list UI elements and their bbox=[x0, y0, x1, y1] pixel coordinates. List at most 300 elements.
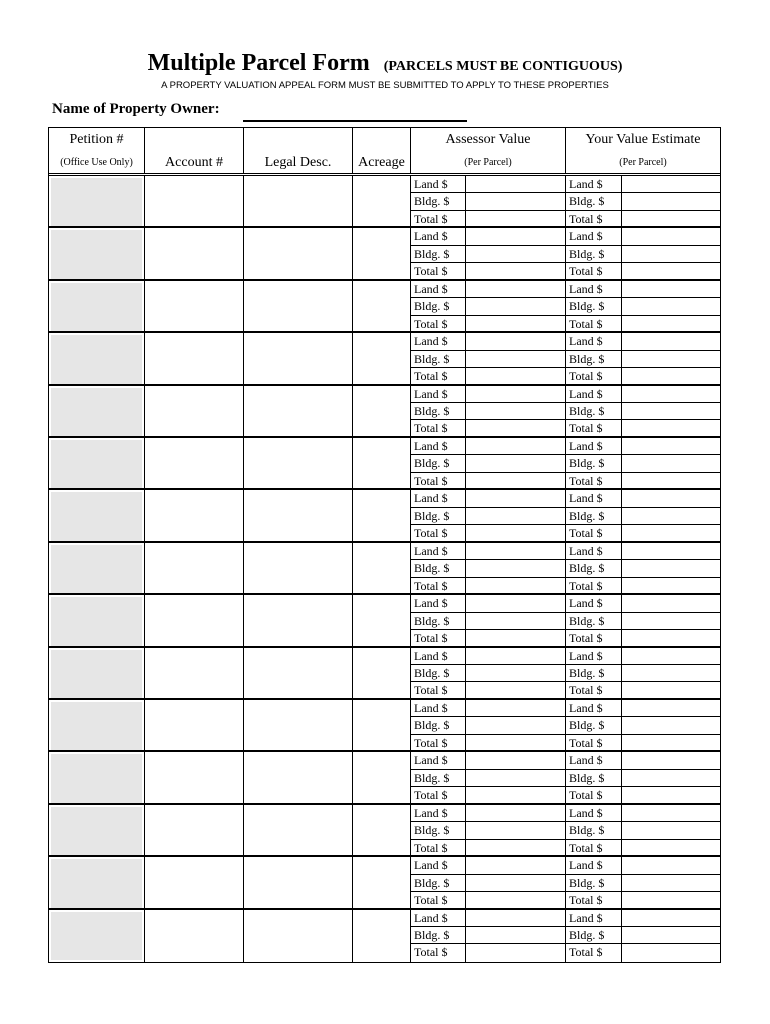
legal-desc-field[interactable] bbox=[244, 543, 353, 595]
estimate-value-total-label: Total $ bbox=[569, 840, 603, 855]
estimate-value-bldg-line bbox=[566, 246, 720, 263]
estimate-value-bldg-field[interactable] bbox=[621, 455, 720, 471]
assessor-value bbox=[411, 176, 566, 228]
assessor-value-total-label: Total $ bbox=[414, 316, 448, 331]
estimate-value-bldg-line bbox=[566, 875, 720, 892]
acreage-field[interactable] bbox=[353, 543, 411, 595]
acreage-field[interactable] bbox=[353, 438, 411, 490]
assessor-value-bldg-label: Bldg. $ bbox=[414, 403, 450, 418]
assessor-value-bldg-field[interactable] bbox=[465, 613, 565, 629]
estimate-value-total-label: Total $ bbox=[569, 368, 603, 383]
estimate-value-total-label: Total $ bbox=[569, 945, 603, 960]
account-field[interactable] bbox=[145, 910, 244, 962]
assessor-value-bldg-field[interactable] bbox=[465, 927, 565, 943]
estimate-value-land-label: Land $ bbox=[569, 910, 603, 925]
assessor-value-bldg-field[interactable] bbox=[465, 770, 565, 786]
assessor-value-land-label: Land $ bbox=[414, 334, 448, 349]
estimate-value bbox=[566, 228, 720, 280]
estimate-value-bldg-line bbox=[566, 508, 720, 525]
legal-desc-field[interactable] bbox=[244, 910, 353, 962]
acreage-field[interactable] bbox=[353, 490, 411, 542]
assessor-value-land-label: Land $ bbox=[414, 910, 448, 925]
assessor-value-total-field[interactable] bbox=[465, 944, 565, 961]
estimate-value-bldg-line bbox=[566, 455, 720, 472]
assessor-value-bldg-field[interactable] bbox=[465, 560, 565, 576]
assessor-value-land-field[interactable] bbox=[465, 752, 565, 768]
estimate-value-bldg-line bbox=[566, 351, 720, 368]
legal-desc-header-label: Legal Desc. bbox=[264, 155, 332, 170]
estimate-value-bldg-label: Bldg. $ bbox=[569, 823, 605, 838]
assessor-value-bldg-line bbox=[411, 403, 565, 420]
estimate-value-land-field[interactable] bbox=[621, 910, 720, 926]
legal-desc-field[interactable] bbox=[244, 700, 353, 752]
legal-desc-field[interactable] bbox=[244, 438, 353, 490]
legal-desc-field[interactable] bbox=[244, 595, 353, 647]
estimate-value-land-field[interactable] bbox=[621, 752, 720, 768]
assessor-value-bldg-line bbox=[411, 246, 565, 263]
petition-cell bbox=[49, 700, 145, 752]
assessor-value-land-line bbox=[411, 438, 565, 455]
assessor-value-land-field[interactable] bbox=[465, 176, 565, 192]
assessor-value-total-label: Total $ bbox=[414, 526, 448, 541]
legal-desc-field[interactable] bbox=[244, 281, 353, 333]
assessor-value-total-label: Total $ bbox=[414, 840, 448, 855]
assessor-value-bldg-field[interactable] bbox=[465, 508, 565, 524]
assessor-value-bldg-label: Bldg. $ bbox=[414, 927, 450, 942]
assessor-value-total-label: Total $ bbox=[414, 892, 448, 907]
petition-office-use-field bbox=[51, 178, 142, 226]
assessor-value-land-field[interactable] bbox=[465, 648, 565, 664]
petition-cell bbox=[49, 752, 145, 804]
parcel-row bbox=[49, 595, 720, 647]
estimate-value-land-field[interactable] bbox=[621, 857, 720, 873]
estimate-header-note: (Per Parcel) bbox=[619, 157, 667, 168]
estimate-value-total-field[interactable] bbox=[621, 944, 720, 961]
account-field[interactable] bbox=[145, 805, 244, 857]
estimate-value-land-label: Land $ bbox=[569, 596, 603, 611]
assessor-value-bldg-line bbox=[411, 560, 565, 577]
legal-desc-field[interactable] bbox=[244, 648, 353, 700]
estimate-value-bldg-field[interactable] bbox=[621, 665, 720, 681]
account-field[interactable] bbox=[145, 386, 244, 438]
acreage-field[interactable] bbox=[353, 333, 411, 385]
estimate-header-label: Your Value Estimate bbox=[585, 132, 701, 147]
assessor-value bbox=[411, 700, 566, 752]
estimate-value-bldg-label: Bldg. $ bbox=[569, 770, 605, 785]
assessor-value-total-label: Total $ bbox=[414, 211, 448, 226]
assessor-value-total-label: Total $ bbox=[414, 473, 448, 488]
assessor-header-label: Assessor Value bbox=[445, 132, 531, 147]
assessor-value-total-label: Total $ bbox=[414, 735, 448, 750]
assessor-value-total-label: Total $ bbox=[414, 264, 448, 279]
assessor-value-land-line bbox=[411, 752, 565, 769]
assessor-value-land-label: Land $ bbox=[414, 753, 448, 768]
estimate-value-total-label: Total $ bbox=[569, 735, 603, 750]
assessor-value-total-label: Total $ bbox=[414, 578, 448, 593]
acreage-field[interactable] bbox=[353, 752, 411, 804]
assessor-value-bldg-label: Bldg. $ bbox=[414, 561, 450, 576]
estimate-value-bldg-field[interactable] bbox=[621, 351, 720, 367]
parcel-row bbox=[49, 543, 720, 595]
acreage-field[interactable] bbox=[353, 281, 411, 333]
owner-name-field[interactable] bbox=[243, 104, 467, 122]
estimate-value-total-label: Total $ bbox=[569, 788, 603, 803]
parcel-row bbox=[49, 910, 720, 962]
assessor-value-bldg-field[interactable] bbox=[465, 403, 565, 419]
account-field[interactable] bbox=[145, 648, 244, 700]
estimate-value-bldg-field[interactable] bbox=[621, 613, 720, 629]
assessor-value-land-label: Land $ bbox=[414, 229, 448, 244]
assessor-value-land-label: Land $ bbox=[414, 648, 448, 663]
assessor-value-land-label: Land $ bbox=[414, 805, 448, 820]
estimate-value-land-line bbox=[566, 648, 720, 665]
assessor-value-bldg-line bbox=[411, 508, 565, 525]
assessor-value-bldg-field[interactable] bbox=[465, 298, 565, 314]
assessor-value-land-line bbox=[411, 281, 565, 298]
estimate-value-land-field[interactable] bbox=[621, 805, 720, 821]
assessor-value-land-field[interactable] bbox=[465, 857, 565, 873]
estimate-value-land-label: Land $ bbox=[569, 858, 603, 873]
assessor-value-bldg-label: Bldg. $ bbox=[414, 299, 450, 314]
assessor-value bbox=[411, 281, 566, 333]
account-field[interactable] bbox=[145, 595, 244, 647]
estimate-value bbox=[566, 805, 720, 857]
petition-office-use-field bbox=[51, 440, 142, 488]
estimate-value-bldg-line bbox=[566, 717, 720, 734]
assessor-value bbox=[411, 857, 566, 909]
assessor-value-bldg-field[interactable] bbox=[465, 665, 565, 681]
assessor-value-total-label: Total $ bbox=[414, 421, 448, 436]
estimate-value-land-line bbox=[566, 228, 720, 245]
estimate-value-bldg-label: Bldg. $ bbox=[569, 718, 605, 733]
estimate-value-bldg-field[interactable] bbox=[621, 246, 720, 262]
account-field[interactable] bbox=[145, 543, 244, 595]
petition-cell bbox=[49, 595, 145, 647]
estimate-value-land-line bbox=[566, 700, 720, 717]
petition-header-note: (Office Use Only) bbox=[60, 157, 133, 168]
petition-cell bbox=[49, 281, 145, 333]
estimate-value-land-field[interactable] bbox=[621, 333, 720, 349]
petition-office-use-field bbox=[51, 650, 142, 698]
estimate-value-total-label: Total $ bbox=[569, 892, 603, 907]
assessor-value-bldg-field[interactable] bbox=[465, 455, 565, 471]
assessor-value-land-line bbox=[411, 228, 565, 245]
assessor-value-land-field[interactable] bbox=[465, 595, 565, 611]
parcel-row bbox=[49, 752, 720, 804]
estimate-header bbox=[566, 128, 720, 173]
estimate-value bbox=[566, 595, 720, 647]
assessor-value-land-line bbox=[411, 490, 565, 507]
estimate-value-bldg-line bbox=[566, 665, 720, 682]
petition-office-use-field bbox=[51, 230, 142, 278]
estimate-value-land-line bbox=[566, 490, 720, 507]
legal-desc-field[interactable] bbox=[244, 333, 353, 385]
assessor-value bbox=[411, 752, 566, 804]
acreage-field[interactable] bbox=[353, 386, 411, 438]
estimate-value-bldg-field[interactable] bbox=[621, 193, 720, 209]
estimate-value bbox=[566, 857, 720, 909]
parcel-table bbox=[48, 127, 721, 963]
assessor-value-land-label: Land $ bbox=[414, 491, 448, 506]
estimate-value bbox=[566, 910, 720, 962]
assessor-value-land-label: Land $ bbox=[414, 177, 448, 191]
assessor-value-land-field[interactable] bbox=[465, 386, 565, 402]
acreage-field[interactable] bbox=[353, 910, 411, 962]
assessor-value-bldg-label: Bldg. $ bbox=[414, 875, 450, 890]
petition-cell bbox=[49, 333, 145, 385]
form-title bbox=[0, 50, 770, 77]
petition-office-use-field bbox=[51, 388, 142, 436]
account-field[interactable] bbox=[145, 490, 244, 542]
acreage-field[interactable] bbox=[353, 805, 411, 857]
assessor-value-bldg-field[interactable] bbox=[465, 822, 565, 838]
account-field[interactable] bbox=[145, 700, 244, 752]
assessor-value-land-field[interactable] bbox=[465, 281, 565, 297]
account-field[interactable] bbox=[145, 228, 244, 280]
assessor-value-land-field[interactable] bbox=[465, 910, 565, 926]
assessor-value-land-line bbox=[411, 857, 565, 874]
estimate-value-bldg-line bbox=[566, 193, 720, 210]
assessor-value-land-field[interactable] bbox=[465, 805, 565, 821]
assessor-value bbox=[411, 333, 566, 385]
estimate-value-land-label: Land $ bbox=[569, 229, 603, 244]
estimate-value-land-label: Land $ bbox=[569, 701, 603, 715]
assessor-value-bldg-label: Bldg. $ bbox=[414, 823, 450, 838]
estimate-value-bldg-label: Bldg. $ bbox=[569, 508, 605, 523]
legal-desc-header bbox=[244, 128, 353, 173]
assessor-header bbox=[411, 128, 566, 173]
assessor-value-land-label: Land $ bbox=[414, 439, 448, 453]
assessor-value-bldg-line bbox=[411, 298, 565, 315]
legal-desc-field[interactable] bbox=[244, 228, 353, 280]
assessor-value-land-field[interactable] bbox=[465, 438, 565, 454]
petition-cell bbox=[49, 176, 145, 228]
legal-desc-field[interactable] bbox=[244, 490, 353, 542]
assessor-value-bldg-field[interactable] bbox=[465, 717, 565, 733]
estimate-value-land-field[interactable] bbox=[621, 176, 720, 192]
assessor-value-total-label: Total $ bbox=[414, 368, 448, 383]
form-subtitle: A PROPERTY VALUATION APPEAL FORM MUST BE SUBMITTED TO APPLY TO THESE PROPERTIES bbox=[161, 80, 609, 91]
estimate-value-land-field[interactable] bbox=[621, 438, 720, 454]
estimate-value-land-line bbox=[566, 910, 720, 927]
account-header-label: Account # bbox=[165, 155, 223, 170]
estimate-value-total-label: Total $ bbox=[569, 683, 603, 698]
estimate-value-bldg-line bbox=[566, 927, 720, 944]
estimate-value-total-line bbox=[566, 944, 720, 961]
assessor-value-bldg-label: Bldg. $ bbox=[414, 456, 450, 471]
petition-cell bbox=[49, 543, 145, 595]
assessor-value-bldg-field[interactable] bbox=[465, 351, 565, 367]
parcel-row bbox=[49, 176, 720, 228]
petition-office-use-field bbox=[51, 859, 142, 907]
legal-desc-field[interactable] bbox=[244, 752, 353, 804]
acreage-field[interactable] bbox=[353, 700, 411, 752]
estimate-value-bldg-line bbox=[566, 560, 720, 577]
assessor-header-note: (Per Parcel) bbox=[464, 157, 512, 168]
estimate-value-land-label: Land $ bbox=[569, 491, 603, 506]
estimate-value-total-label: Total $ bbox=[569, 630, 603, 645]
estimate-value-bldg-field[interactable] bbox=[621, 403, 720, 419]
assessor-value bbox=[411, 438, 566, 490]
assessor-value-bldg-line bbox=[411, 875, 565, 892]
estimate-value-bldg-field[interactable] bbox=[621, 717, 720, 733]
estimate-value-bldg-line bbox=[566, 770, 720, 787]
assessor-value-total-label: Total $ bbox=[414, 945, 448, 960]
parcel-row bbox=[49, 228, 720, 280]
petition-cell bbox=[49, 648, 145, 700]
estimate-value-land-field[interactable] bbox=[621, 386, 720, 402]
legal-desc-field[interactable] bbox=[244, 857, 353, 909]
assessor-value bbox=[411, 595, 566, 647]
estimate-value-bldg-field[interactable] bbox=[621, 560, 720, 576]
assessor-value-land-field[interactable] bbox=[465, 333, 565, 349]
assessor-value-bldg-label: Bldg. $ bbox=[414, 508, 450, 523]
petition-cell bbox=[49, 228, 145, 280]
account-header bbox=[145, 128, 244, 173]
parcel-row bbox=[49, 648, 720, 700]
assessor-value-land-label: Land $ bbox=[414, 386, 448, 401]
estimate-value-bldg-label: Bldg. $ bbox=[569, 456, 605, 471]
estimate-value bbox=[566, 700, 720, 752]
account-field[interactable] bbox=[145, 438, 244, 490]
petition-office-use-field bbox=[51, 597, 142, 645]
estimate-value-land-field[interactable] bbox=[621, 648, 720, 664]
assessor-value-land-label: Land $ bbox=[414, 596, 448, 611]
estimate-value-total-label: Total $ bbox=[569, 316, 603, 331]
assessor-value-land-field[interactable] bbox=[465, 490, 565, 506]
estimate-value bbox=[566, 490, 720, 542]
account-field[interactable] bbox=[145, 857, 244, 909]
legal-desc-field[interactable] bbox=[244, 805, 353, 857]
parcel-row bbox=[49, 386, 720, 438]
estimate-value-land-line bbox=[566, 438, 720, 455]
legal-desc-field[interactable] bbox=[244, 176, 353, 228]
estimate-value-land-label: Land $ bbox=[569, 805, 603, 820]
petition-office-use-field bbox=[51, 545, 142, 593]
assessor-value-total-line bbox=[411, 944, 565, 961]
assessor-value-bldg-label: Bldg. $ bbox=[414, 613, 450, 628]
estimate-value-land-line bbox=[566, 752, 720, 769]
acreage-field[interactable] bbox=[353, 228, 411, 280]
assessor-value-bldg-line bbox=[411, 927, 565, 944]
estimate-value-bldg-line bbox=[566, 822, 720, 839]
assessor-value-bldg-line bbox=[411, 665, 565, 682]
estimate-value-bldg-field[interactable] bbox=[621, 298, 720, 314]
assessor-value-bldg-line bbox=[411, 613, 565, 630]
estimate-value-land-label: Land $ bbox=[569, 543, 603, 558]
acreage-field[interactable] bbox=[353, 176, 411, 228]
estimate-value-land-label: Land $ bbox=[569, 439, 603, 453]
estimate-value-bldg-line bbox=[566, 403, 720, 420]
assessor-value-land-line bbox=[411, 595, 565, 612]
petition-cell bbox=[49, 490, 145, 542]
estimate-value-land-label: Land $ bbox=[569, 648, 603, 663]
estimate-value-bldg-field[interactable] bbox=[621, 875, 720, 891]
acreage-field[interactable] bbox=[353, 857, 411, 909]
petition-office-use-field bbox=[51, 283, 142, 331]
assessor-value-bldg-line bbox=[411, 351, 565, 368]
estimate-value-land-field[interactable] bbox=[621, 700, 720, 716]
assessor-value-land-field[interactable] bbox=[465, 700, 565, 716]
title-main: Multiple Parcel Form bbox=[147, 50, 370, 76]
estimate-value-bldg-label: Bldg. $ bbox=[569, 927, 605, 942]
account-field[interactable] bbox=[145, 176, 244, 228]
assessor-value-bldg-line bbox=[411, 193, 565, 210]
assessor-value-bldg-field[interactable] bbox=[465, 875, 565, 891]
estimate-value-bldg-field[interactable] bbox=[621, 927, 720, 943]
account-field[interactable] bbox=[145, 281, 244, 333]
account-field[interactable] bbox=[145, 333, 244, 385]
estimate-value-land-field[interactable] bbox=[621, 228, 720, 244]
parcel-row bbox=[49, 438, 720, 490]
estimate-value-land-label: Land $ bbox=[569, 177, 603, 191]
parcel-row bbox=[49, 333, 720, 385]
estimate-value-land-label: Land $ bbox=[569, 281, 603, 296]
estimate-value-bldg-label: Bldg. $ bbox=[569, 613, 605, 628]
assessor-value-bldg-label: Bldg. $ bbox=[414, 770, 450, 785]
estimate-value-land-field[interactable] bbox=[621, 595, 720, 611]
estimate-value-bldg-label: Bldg. $ bbox=[569, 561, 605, 576]
estimate-value-land-field[interactable] bbox=[621, 490, 720, 506]
acreage-header-label: Acreage bbox=[358, 155, 405, 170]
assessor-value-land-field[interactable] bbox=[465, 228, 565, 244]
petition-header bbox=[49, 128, 145, 173]
assessor-value-bldg-line bbox=[411, 822, 565, 839]
assessor-value-land-line bbox=[411, 910, 565, 927]
estimate-value-total-label: Total $ bbox=[569, 473, 603, 488]
estimate-value-bldg-field[interactable] bbox=[621, 508, 720, 524]
title-note: (PARCELS MUST BE CONTIGUOUS) bbox=[383, 59, 623, 74]
assessor-value bbox=[411, 805, 566, 857]
estimate-value-bldg-label: Bldg. $ bbox=[569, 194, 605, 209]
estimate-value-land-field[interactable] bbox=[621, 543, 720, 559]
assessor-value-bldg-label: Bldg. $ bbox=[414, 194, 450, 209]
assessor-value-land-line bbox=[411, 543, 565, 560]
estimate-value bbox=[566, 648, 720, 700]
petition-office-use-field bbox=[51, 912, 142, 960]
parcel-row bbox=[49, 700, 720, 752]
estimate-value-land-line bbox=[566, 857, 720, 874]
parcel-row bbox=[49, 805, 720, 857]
estimate-value-bldg-label: Bldg. $ bbox=[569, 403, 605, 418]
estimate-value-bldg-field[interactable] bbox=[621, 822, 720, 838]
assessor-value-total-label: Total $ bbox=[414, 683, 448, 698]
estimate-value-land-field[interactable] bbox=[621, 281, 720, 297]
legal-desc-field[interactable] bbox=[244, 386, 353, 438]
assessor-value-land-field[interactable] bbox=[465, 543, 565, 559]
parcel-row bbox=[49, 490, 720, 542]
assessor-value bbox=[411, 648, 566, 700]
estimate-value-land-line bbox=[566, 281, 720, 298]
assessor-value-land-line bbox=[411, 700, 565, 717]
account-field[interactable] bbox=[145, 752, 244, 804]
acreage-field[interactable] bbox=[353, 595, 411, 647]
estimate-value-bldg-field[interactable] bbox=[621, 770, 720, 786]
estimate-value bbox=[566, 281, 720, 333]
assessor-value-land-label: Land $ bbox=[414, 281, 448, 296]
assessor-value-bldg-line bbox=[411, 717, 565, 734]
acreage-field[interactable] bbox=[353, 648, 411, 700]
assessor-value bbox=[411, 228, 566, 280]
assessor-value-bldg-field[interactable] bbox=[465, 246, 565, 262]
assessor-value bbox=[411, 910, 566, 962]
assessor-value bbox=[411, 386, 566, 438]
assessor-value-bldg-field[interactable] bbox=[465, 193, 565, 209]
estimate-value-land-line bbox=[566, 333, 720, 350]
estimate-value-land-line bbox=[566, 595, 720, 612]
assessor-value-land-line bbox=[411, 176, 565, 193]
estimate-value-land-line bbox=[566, 176, 720, 193]
